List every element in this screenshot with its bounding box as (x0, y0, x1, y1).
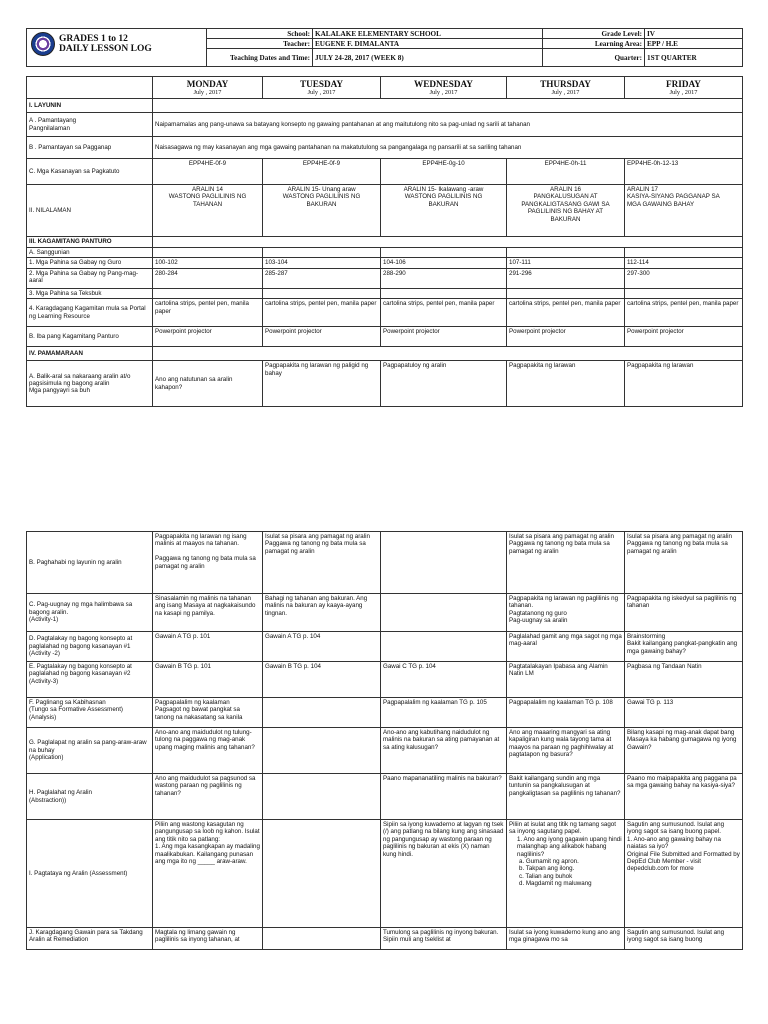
kasanayan-cell: EPP4HE-0g-10 (381, 159, 507, 185)
guro-cell: 107-111 (507, 258, 625, 268)
pag-uugnay-cell: Pagpapakita ng iskedyul sa paglilinis ng tahanan (625, 594, 743, 632)
pagtalakay1-cell: Gawain A TG p. 101 (153, 632, 263, 662)
pag-uugnay-label: C. Pag-uugnay ng mga halimbawa sa bagong aralin. (Activity-1) (27, 594, 153, 632)
pagtalakay2-cell: Pagtatalakayan Ipabasa ang Alamin Natin LM (507, 662, 625, 698)
sanggunian-label: A. Sanggunian (27, 248, 153, 258)
guro-cell: 112-114 (625, 258, 743, 268)
paglalapat-cell: Ano ang maaaring mangyari sa ating kapaligiran kung wala tayong tama at maayos na paraan ng paghihiwalay at pagtatapon ng basura? (507, 728, 625, 774)
pamamaraan-label: IV. PAMAMARAAN (27, 347, 153, 361)
day-tuesday: TUESDAY July , 2017 (263, 77, 381, 99)
kasanayan-cell: EPP4HE-0h-12-13 (625, 159, 743, 185)
iba-cell: Powerpoint projector (625, 327, 743, 347)
pagtalakay2-cell: Gawain B TG p. 101 (153, 662, 263, 698)
pagtataya-label: I. Pagtataya ng Aralin (Assessment) (27, 820, 153, 928)
balik-aral-cell: Pagpapakita ng larawan (625, 361, 743, 407)
paghahabi-cell (381, 532, 507, 594)
takdang-aralin-cell (263, 928, 381, 950)
pagtalakay2-cell: Gawai C TG p. 104 (381, 662, 507, 698)
karagdagang-cell: cartolina strips, pentel pen, manila paper (381, 299, 507, 327)
paglinang-cell: Pagpapalalim ng kaalaman Pagsagot ng bawat pangkat sa tanong na nakasatang sa kanila (153, 698, 263, 728)
dates-label: Teaching Dates and Time: (207, 49, 313, 67)
pagtalakay1-label: D. Pagtalakay ng bagong konsepto at paglalahad ng bagong kasanayan #1 (Activity -2) (27, 632, 153, 662)
paglalahat-label: H. Paglalahat ng Aralin (Abstraction)) (27, 774, 153, 820)
balik-aral-cell: Ano ang natutunan sa aralin kahapon? (153, 361, 263, 407)
header-table (26, 28, 743, 67)
pagtataya-cell: Piliin ang wastong kasagutan ng pangungusap sa loob ng kahon. Isulat ang titik nito sa patlang: 1. Ang mga kasangkapan ay madaling maalikabukan. Kailangang punasan ang mga ito ng _____ araw-araw. (153, 820, 263, 928)
guro-cell: 104-106 (381, 258, 507, 268)
school-value: KALALAKE ELEMENTARY SCHOOL (313, 29, 543, 39)
choice-a: a. Gumamit ng apron. (519, 858, 579, 866)
pagganap-text: Naisasagawa ng may kasanayan ang mga gawaing pantahanan na makatutulong sa pangangalaga ng pansarili at sa sariling tahanan (153, 137, 743, 159)
pagtalakay1-cell (381, 632, 507, 662)
pag-uugnay-cell: Pagpapakita ng larawan ng paglilinis ng tahanan. Pagtatanong ng guro Pag-uugnay sa aralin (507, 594, 625, 632)
pagtalakay2-label: E. Pagtalakay ng bagong konsepto at paglalahad ng bagong kasanayan #2 (Activity-3) (27, 662, 153, 698)
paghahabi-cell: Isulat sa pisara ang pamagat ng aralin Paggawa ng tanong ng bata mula sa pamagat ng aralin (507, 532, 625, 594)
nilalaman-cell: ARALIN 16 PANGKALUSUGAN AT PANGKALIGTASANG GAWI SA PAGLILINIS NG BAHAY AT BAKURAN (507, 185, 625, 237)
kasanayan-label: C. Mga Kasanayan sa Pagkatuto (27, 159, 153, 185)
paglinang-cell: Pagpapalalim ng kaalaman TG p. 105 (381, 698, 507, 728)
nilalaman-cell: ARALIN 17 KASIYA-SIYANG PAGGANAP SA MGA GAWAING BAHAY (625, 185, 743, 237)
paghahabi-cell: Isulat sa pisara ang pamagat ng aralin Paggawa ng tanong ng bata mula sa pamagat ng aralin (625, 532, 743, 594)
quarter-label: Quarter: (543, 49, 645, 67)
takdang-aralin-cell: Magtala ng limang gawain ng paglilinis sa inyong tahanan, at (153, 928, 263, 950)
mag-aaral-cell: 280-284 (153, 268, 263, 288)
choice-list (519, 858, 622, 888)
day-monday: MONDAY July , 2017 (153, 77, 263, 99)
dll-title: GRADES 1 to 12 DAILY LESSON LOG (59, 34, 152, 54)
paglalahat-cell: Bakit kailangang sundin ang mga tuntunin sa pangkalusugan at pangkaligtasan sa paglilinis ng tahanan? (507, 774, 625, 820)
pagtataya-cell (263, 820, 381, 928)
teacher-label: Teacher: (207, 39, 313, 49)
iba-cell: Powerpoint projector (507, 327, 625, 347)
paglalahat-cell: Ano ang maidudulot sa pagsunod sa wastong paraan ng paglilinis ng tahanan? (153, 774, 263, 820)
pamantayang-label: A . Pamantayang Pangnilalaman (27, 113, 153, 137)
paglalapat-cell (263, 728, 381, 774)
mag-aaral-cell: 297-300 (625, 268, 743, 288)
paglinang-cell: Gawai TG p. 113 (625, 698, 743, 728)
pagtalakay1-cell: Gawain A TG p. 104 (263, 632, 381, 662)
choice-b: b. Takpan ang ilong. (519, 865, 575, 873)
mag-aaral-label: 2. Mga Pahina sa Gabay ng Pang-mag-aaral (27, 268, 153, 288)
choice-d: d. Magdamit ng maluwang (519, 880, 592, 888)
kagamitan-label: III. KAGAMITANG PANTURO (27, 237, 153, 248)
nilalaman-label: II. NILALAMAN (27, 185, 153, 237)
school-label: School: (207, 29, 313, 39)
nilalaman-cell: ARALIN 15- Ikalawang -araw WASTONG PAGLILINIS NG BAKURAN (381, 185, 507, 237)
guro-cell: 100-102 (153, 258, 263, 268)
day-friday: FRIDAY July , 2017 (625, 77, 743, 99)
paglalahat-cell: Paano mapananatiling malinis na bakuran? (381, 774, 507, 820)
lesson-log-table-part1 (26, 76, 743, 407)
day-thursday: THURSDAY July , 2017 (507, 77, 625, 99)
takdang-aralin-cell: Tumulong sa paglilinis ng inyong bakuran. Sipiin muli ang tseklist at (381, 928, 507, 950)
takdang-aralin-label: J. Karagdagang Gawain para sa Takdang Aralin at Remediation (27, 928, 153, 950)
balik-aral-label: A. Balik-aral sa nakaraang aralin at/o pagsisimula ng bagong aralin Mga pangyayri sa buh (27, 361, 153, 407)
pagtataya-cell: Sagutin ang sumusunod. Isulat ang iyong sagot sa isang buong papel. 1. Ano-ano ang gawaing bahay na naiatas sa iyo? Original File Submitted and Formatted by DepEd Club Member - visit depedclub.com for more (625, 820, 743, 928)
guro-label: 1. Mga Pahina sa Gabay ng Guro (27, 258, 153, 268)
takdang-aralin-cell: Sagutin ang sumusunod. Isulat ang iyong sagot sa isang buong (625, 928, 743, 950)
balik-aral-cell: Pagpapakita ng larawan (507, 361, 625, 407)
choice-c: c. Talian ang buhok (519, 872, 573, 880)
pagtataya-cell: Piliin at isulat ang titik ng tamang sagot sa inyong sagutang papel. 1. Ano ang iyong gagawin upang hindi malanghap ang alikabok habang naglilinis? a. Gumamit ng apron. b. Takpan ang ilong. c. Talian ang buhok d. Magdamit ng maluwang (507, 820, 625, 928)
balik-aral-cell: Pagpapakita ng larawan ng paligid ng bahay (263, 361, 381, 407)
karagdagang-label: 4. Karagdagang Kagamitan mula sa Portal ng Learning Resource (27, 299, 153, 327)
paglalahat-cell: Paano mo maipapakita ang paggana pa sa mga gawaing bahay na kasiya-siya? (625, 774, 743, 820)
paghahabi-label: B. Paghahabi ng layunin ng aralin (27, 532, 153, 594)
day-wednesday: WEDNESDAY July , 2017 (381, 77, 507, 99)
paglinang-cell (263, 698, 381, 728)
pag-uugnay-cell: Sinasalamin ng malinis na tahanan ang isang Masaya at nagkakaisundo na kasapi ng pamilya. (153, 594, 263, 632)
pagtataya-cell: Sipiin sa iyong kuwaderno at lagyan ng tsek (/) ang patlang na bilang kung ang sinasaad ng pangungusap ay wastong paraan ng paglilinis ng bakuran at ekis (X) naman kung hindi. (381, 820, 507, 928)
iba-cell: Powerpoint projector (153, 327, 263, 347)
nilalaman-cell: ARALIN 14 WASTONG PAGLILINIS NG TAHANAN (153, 185, 263, 237)
pag-uugnay-cell (381, 594, 507, 632)
guro-cell: 103-104 (263, 258, 381, 268)
mag-aaral-cell: 288-290 (381, 268, 507, 288)
paghahabi-cell: Pagpapakita ng larawan ng isang malinis at maayos na tahanan. Paggawa ng tanong ng bata mula sa pamagat ng aralin (153, 532, 263, 594)
lesson-log-table-part2 (26, 531, 743, 950)
iba-cell: Powerpoint projector (263, 327, 381, 347)
karagdagang-cell: cartolina strips, pentel pen, manila paper (625, 299, 743, 327)
nilalaman-cell: ARALIN 15- Unang araw WASTONG PAGLILINIS NG BAKURAN (263, 185, 381, 237)
kasanayan-cell: EPP4HE-0f-9 (153, 159, 263, 185)
section-layunin: I. LAYUNIN (27, 99, 153, 113)
paghahabi-cell: Isulat sa pisara ang pamagat ng aralin Paggawa ng tanong ng bata mula sa pamagat ng aralin (263, 532, 381, 594)
kasanayan-cell: EPP4HE-0f-9 (263, 159, 381, 185)
grade-value: IV (645, 29, 743, 39)
paglalapat-cell: Ano-ano ang maidudulot ng tulung-tulong na paggawa ng mag-anak upang maging malinis ang tahanan? (153, 728, 263, 774)
pag-uugnay-cell: Bahagi ng tahanan ang bakuran. Ang malinis na bakuran ay kaaya-ayang tingnan. (263, 594, 381, 632)
pamantayang-text: Naipamamalas ang pang-unawa sa batayang konsepto ng gawaing pantahanan at ang maitutulong nito sa pag-unlad ng sarili at tahanan (153, 113, 743, 137)
teacher-value: EUGENE F. DIMALANTA (313, 39, 543, 49)
pagtalakay1-cell: Brainstorming Bakit kailangang pangkat-pangkatin ang mga gawaing bahay? (625, 632, 743, 662)
deped-seal-icon (31, 32, 55, 56)
mag-aaral-cell: 285-287 (263, 268, 381, 288)
paglalahat-cell (263, 774, 381, 820)
area-label: Learning Area: (543, 39, 645, 49)
karagdagang-cell: cartolina strips, pentel pen, manila paper (507, 299, 625, 327)
dates-value: JULY 24-28, 2017 (WEEK 8) (313, 49, 543, 67)
takdang-aralin-cell: Isulat sa iyong kuwaderno kung ano ang mga ginagawa mo sa (507, 928, 625, 950)
paglalapat-cell: Ano-ano ang kabutihang naidudulot ng malinis na bakuran sa ating pamayanan at sa ating kalusugan? (381, 728, 507, 774)
teksbuk-label: 3. Mga Pahina sa Teksbuk (27, 288, 153, 298)
kasanayan-cell: EPP4HE-0h-11 (507, 159, 625, 185)
karagdagang-cell: cartolina strips, pentel pen, manila paper (263, 299, 381, 327)
iba-cell: Powerpoint projector (381, 327, 507, 347)
paglinang-label: F. Paglinang sa Kabihasnan (Tungo sa Formative Assessment) (Analysis) (27, 698, 153, 728)
karagdagang-cell: cartolina strips, pentel pen, manila paper (153, 299, 263, 327)
pagtalakay2-cell: Gawain B TG p. 104 (263, 662, 381, 698)
paglalapat-cell: Bilang kasapi ng mag-anak dapat bang Masaya ka habang gumagawa ng iyong Gawain? (625, 728, 743, 774)
balik-aral-cell: Pagpapatuloy ng aralin (381, 361, 507, 407)
pagtalakay1-cell: Paglalahad gamit ang mga sagot ng mga mag-aaral (507, 632, 625, 662)
grade-label: Grade Level: (543, 29, 645, 39)
quarter-value: 1ST QUARTER (645, 49, 743, 67)
pagganap-label: B . Pamantayan sa Pagganap (27, 137, 153, 159)
paglalapat-label: G. Paglalapat ng aralin sa pang-araw-araw na buhay (Application) (27, 728, 153, 774)
paglinang-cell: Pagpapalalim ng kaalaman TG p. 108 (507, 698, 625, 728)
area-value: EPP / H.E (645, 39, 743, 49)
mag-aaral-cell: 291-296 (507, 268, 625, 288)
pagtalakay2-cell: Pagbasa ng Tandaan Natin (625, 662, 743, 698)
iba-label: B. Iba pang Kagamitang Panturo (27, 327, 153, 347)
logo-block (27, 29, 207, 67)
